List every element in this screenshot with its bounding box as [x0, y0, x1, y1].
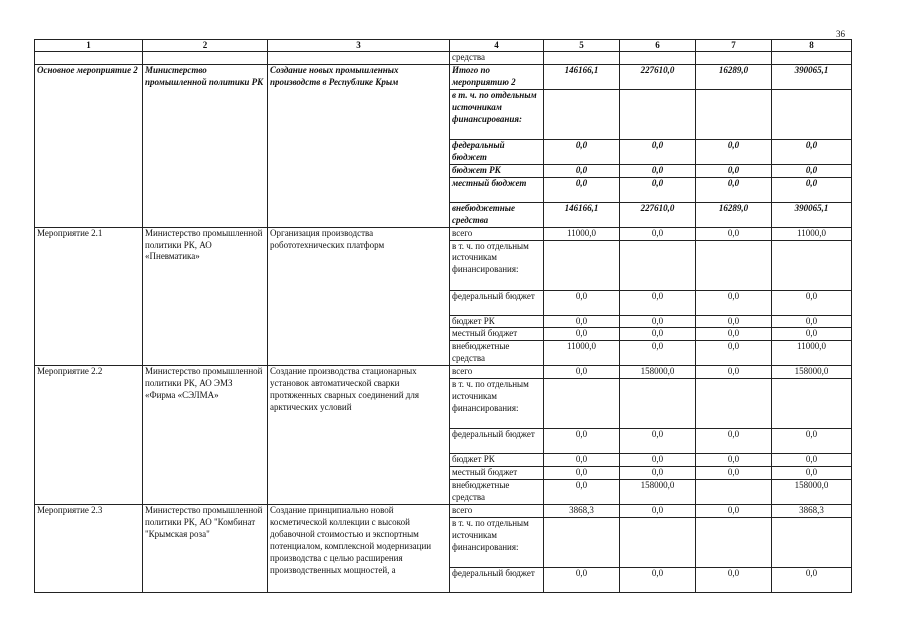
value-cell: 0,0 [620, 164, 696, 177]
value-cell: 146166,1 [544, 64, 620, 89]
col-header: 6 [620, 40, 696, 52]
source-label: всего [450, 505, 544, 518]
source-label: местный бюджет [450, 467, 544, 480]
value-cell: 0,0 [544, 139, 620, 164]
carry-row [35, 52, 852, 65]
value-cell: 0,0 [544, 290, 620, 315]
value-cell: 16289,0 [696, 64, 772, 89]
value-cell: 0,0 [620, 429, 696, 454]
value-cell: 0,0 [772, 164, 852, 177]
source-label: бюджет РК [450, 164, 544, 177]
event-name: Мероприятие 2.1 [35, 227, 143, 366]
value-cell: 0,0 [544, 177, 620, 202]
value-cell: 0,0 [544, 164, 620, 177]
source-label: местный бюджет [450, 177, 544, 202]
value-cell: 0,0 [620, 290, 696, 315]
value-cell: 0,0 [696, 227, 772, 240]
value-cell: 0,0 [696, 164, 772, 177]
table-row [35, 366, 852, 379]
source-label: всего [450, 227, 544, 240]
source-label: внебюджетные средства [450, 480, 544, 505]
value-cell: 227610,0 [620, 64, 696, 89]
value-cell: 0,0 [544, 429, 620, 454]
value-cell: 0,0 [544, 315, 620, 328]
value-cell: 0,0 [772, 139, 852, 164]
value-cell: 0,0 [544, 567, 620, 592]
value-cell: 0,0 [772, 290, 852, 315]
col-header: 3 [268, 40, 450, 52]
col-header: 4 [450, 40, 544, 52]
value-cell: 0,0 [620, 454, 696, 467]
source-label: средства [450, 52, 544, 65]
source-label: федеральный бюджет [450, 429, 544, 454]
col-header: 8 [772, 40, 852, 52]
value-cell: 11000,0 [544, 227, 620, 240]
value-cell [696, 480, 772, 505]
col-header: 1 [35, 40, 143, 52]
value-cell: 11000,0 [772, 341, 852, 366]
value-cell: 0,0 [772, 454, 852, 467]
table-row [35, 505, 852, 518]
value-cell: 0,0 [620, 467, 696, 480]
source-label: в т. ч. по отдельным источникам финансирования: [450, 89, 544, 139]
col-header: 2 [143, 40, 268, 52]
value-cell: 0,0 [620, 567, 696, 592]
table-row [35, 227, 852, 240]
value-cell: 0,0 [696, 139, 772, 164]
funding-table [34, 39, 852, 593]
value-cell: 0,0 [696, 429, 772, 454]
value-cell: 0,0 [620, 328, 696, 341]
value-cell: 0,0 [772, 177, 852, 202]
value-cell: 11000,0 [772, 227, 852, 240]
source-label: федеральный бюджет [450, 567, 544, 592]
value-cell: 0,0 [620, 227, 696, 240]
value-cell: 3868,3 [544, 505, 620, 518]
value-cell: 227610,0 [620, 202, 696, 227]
value-cell: 0,0 [544, 328, 620, 341]
source-label: всего [450, 366, 544, 379]
event-name: Мероприятие 2.2 [35, 366, 143, 505]
source-label: федеральный бюджет [450, 290, 544, 315]
event-responsible: Министерство промышленной политики РК, АО ЭМЗ «Фирма «СЭЛМА» [143, 366, 268, 505]
source-label: внебюджетные средства [450, 202, 544, 227]
value-cell: 390065,1 [772, 64, 852, 89]
value-cell: 158000,0 [620, 366, 696, 379]
value-cell: 0,0 [696, 454, 772, 467]
value-cell: 0,0 [696, 567, 772, 592]
event-responsible: Министерство промышленной политики РК, АО "Комбинат "Крымская роза" [143, 505, 268, 593]
source-label: федеральный бюджет [450, 139, 544, 164]
value-cell: 0,0 [544, 480, 620, 505]
page-number: 36 [836, 29, 845, 39]
value-cell: 0,0 [620, 505, 696, 518]
value-cell: 0,0 [544, 366, 620, 379]
source-label: в т. ч. по отдельным источникам финансирования: [450, 379, 544, 429]
source-label: бюджет РК [450, 315, 544, 328]
value-cell: 0,0 [696, 505, 772, 518]
value-cell: 16289,0 [696, 202, 772, 227]
source-label: внебюджетные средства [450, 341, 544, 366]
value-cell: 0,0 [620, 341, 696, 366]
event-name: Основное мероприятие 2 [35, 64, 143, 227]
value-cell: 11000,0 [544, 341, 620, 366]
event-description: Организация производства робототехнических платформ [268, 227, 450, 366]
event-description: Создание производства стационарных установок автоматической сварки протяженных сварных соединений для арктических условий [268, 366, 450, 505]
value-cell: 0,0 [544, 454, 620, 467]
value-cell: 0,0 [772, 315, 852, 328]
value-cell: 0,0 [772, 567, 852, 592]
value-cell: 146166,1 [544, 202, 620, 227]
value-cell: 158000,0 [620, 480, 696, 505]
value-cell: 0,0 [696, 177, 772, 202]
value-cell: 0,0 [620, 139, 696, 164]
header-row [35, 40, 852, 52]
value-cell: 0,0 [544, 467, 620, 480]
source-label: в т. ч. по отдельным источникам финансирования: [450, 517, 544, 567]
event-name: Мероприятие 2.3 [35, 505, 143, 593]
col-header: 5 [544, 40, 620, 52]
value-cell: 158000,0 [772, 366, 852, 379]
value-cell: 390065,1 [772, 202, 852, 227]
table-row [35, 64, 852, 89]
value-cell: 0,0 [772, 467, 852, 480]
value-cell: 158000,0 [772, 480, 852, 505]
value-cell: 0,0 [620, 315, 696, 328]
value-cell: 0,0 [772, 328, 852, 341]
event-description: Создание новых промышленных производств в Республике Крым [268, 64, 450, 227]
event-responsible: Министерство промышленной политики РК, АО «Пневматика» [143, 227, 268, 366]
value-cell: 0,0 [772, 429, 852, 454]
value-cell: 0,0 [696, 341, 772, 366]
value-cell: 0,0 [620, 177, 696, 202]
source-label: в т. ч. по отдельным источникам финансирования: [450, 240, 544, 290]
value-cell: 0,0 [696, 366, 772, 379]
event-responsible: Министерство промышленной политики РК [143, 64, 268, 227]
source-label: бюджет РК [450, 454, 544, 467]
value-cell: 3868,3 [772, 505, 852, 518]
value-cell: 0,0 [696, 315, 772, 328]
event-description: Создание принципиально новой косметической коллекции с высокой добавочной стоимостью и экспортным потенциалом, комплексной модернизации производства с целью расширения производственных мощностей, а [268, 505, 450, 593]
value-cell: 0,0 [696, 290, 772, 315]
value-cell: 0,0 [696, 328, 772, 341]
source-label: Итого по мероприятию 2 [450, 64, 544, 89]
col-header: 7 [696, 40, 772, 52]
source-label: местный бюджет [450, 328, 544, 341]
value-cell: 0,0 [696, 467, 772, 480]
